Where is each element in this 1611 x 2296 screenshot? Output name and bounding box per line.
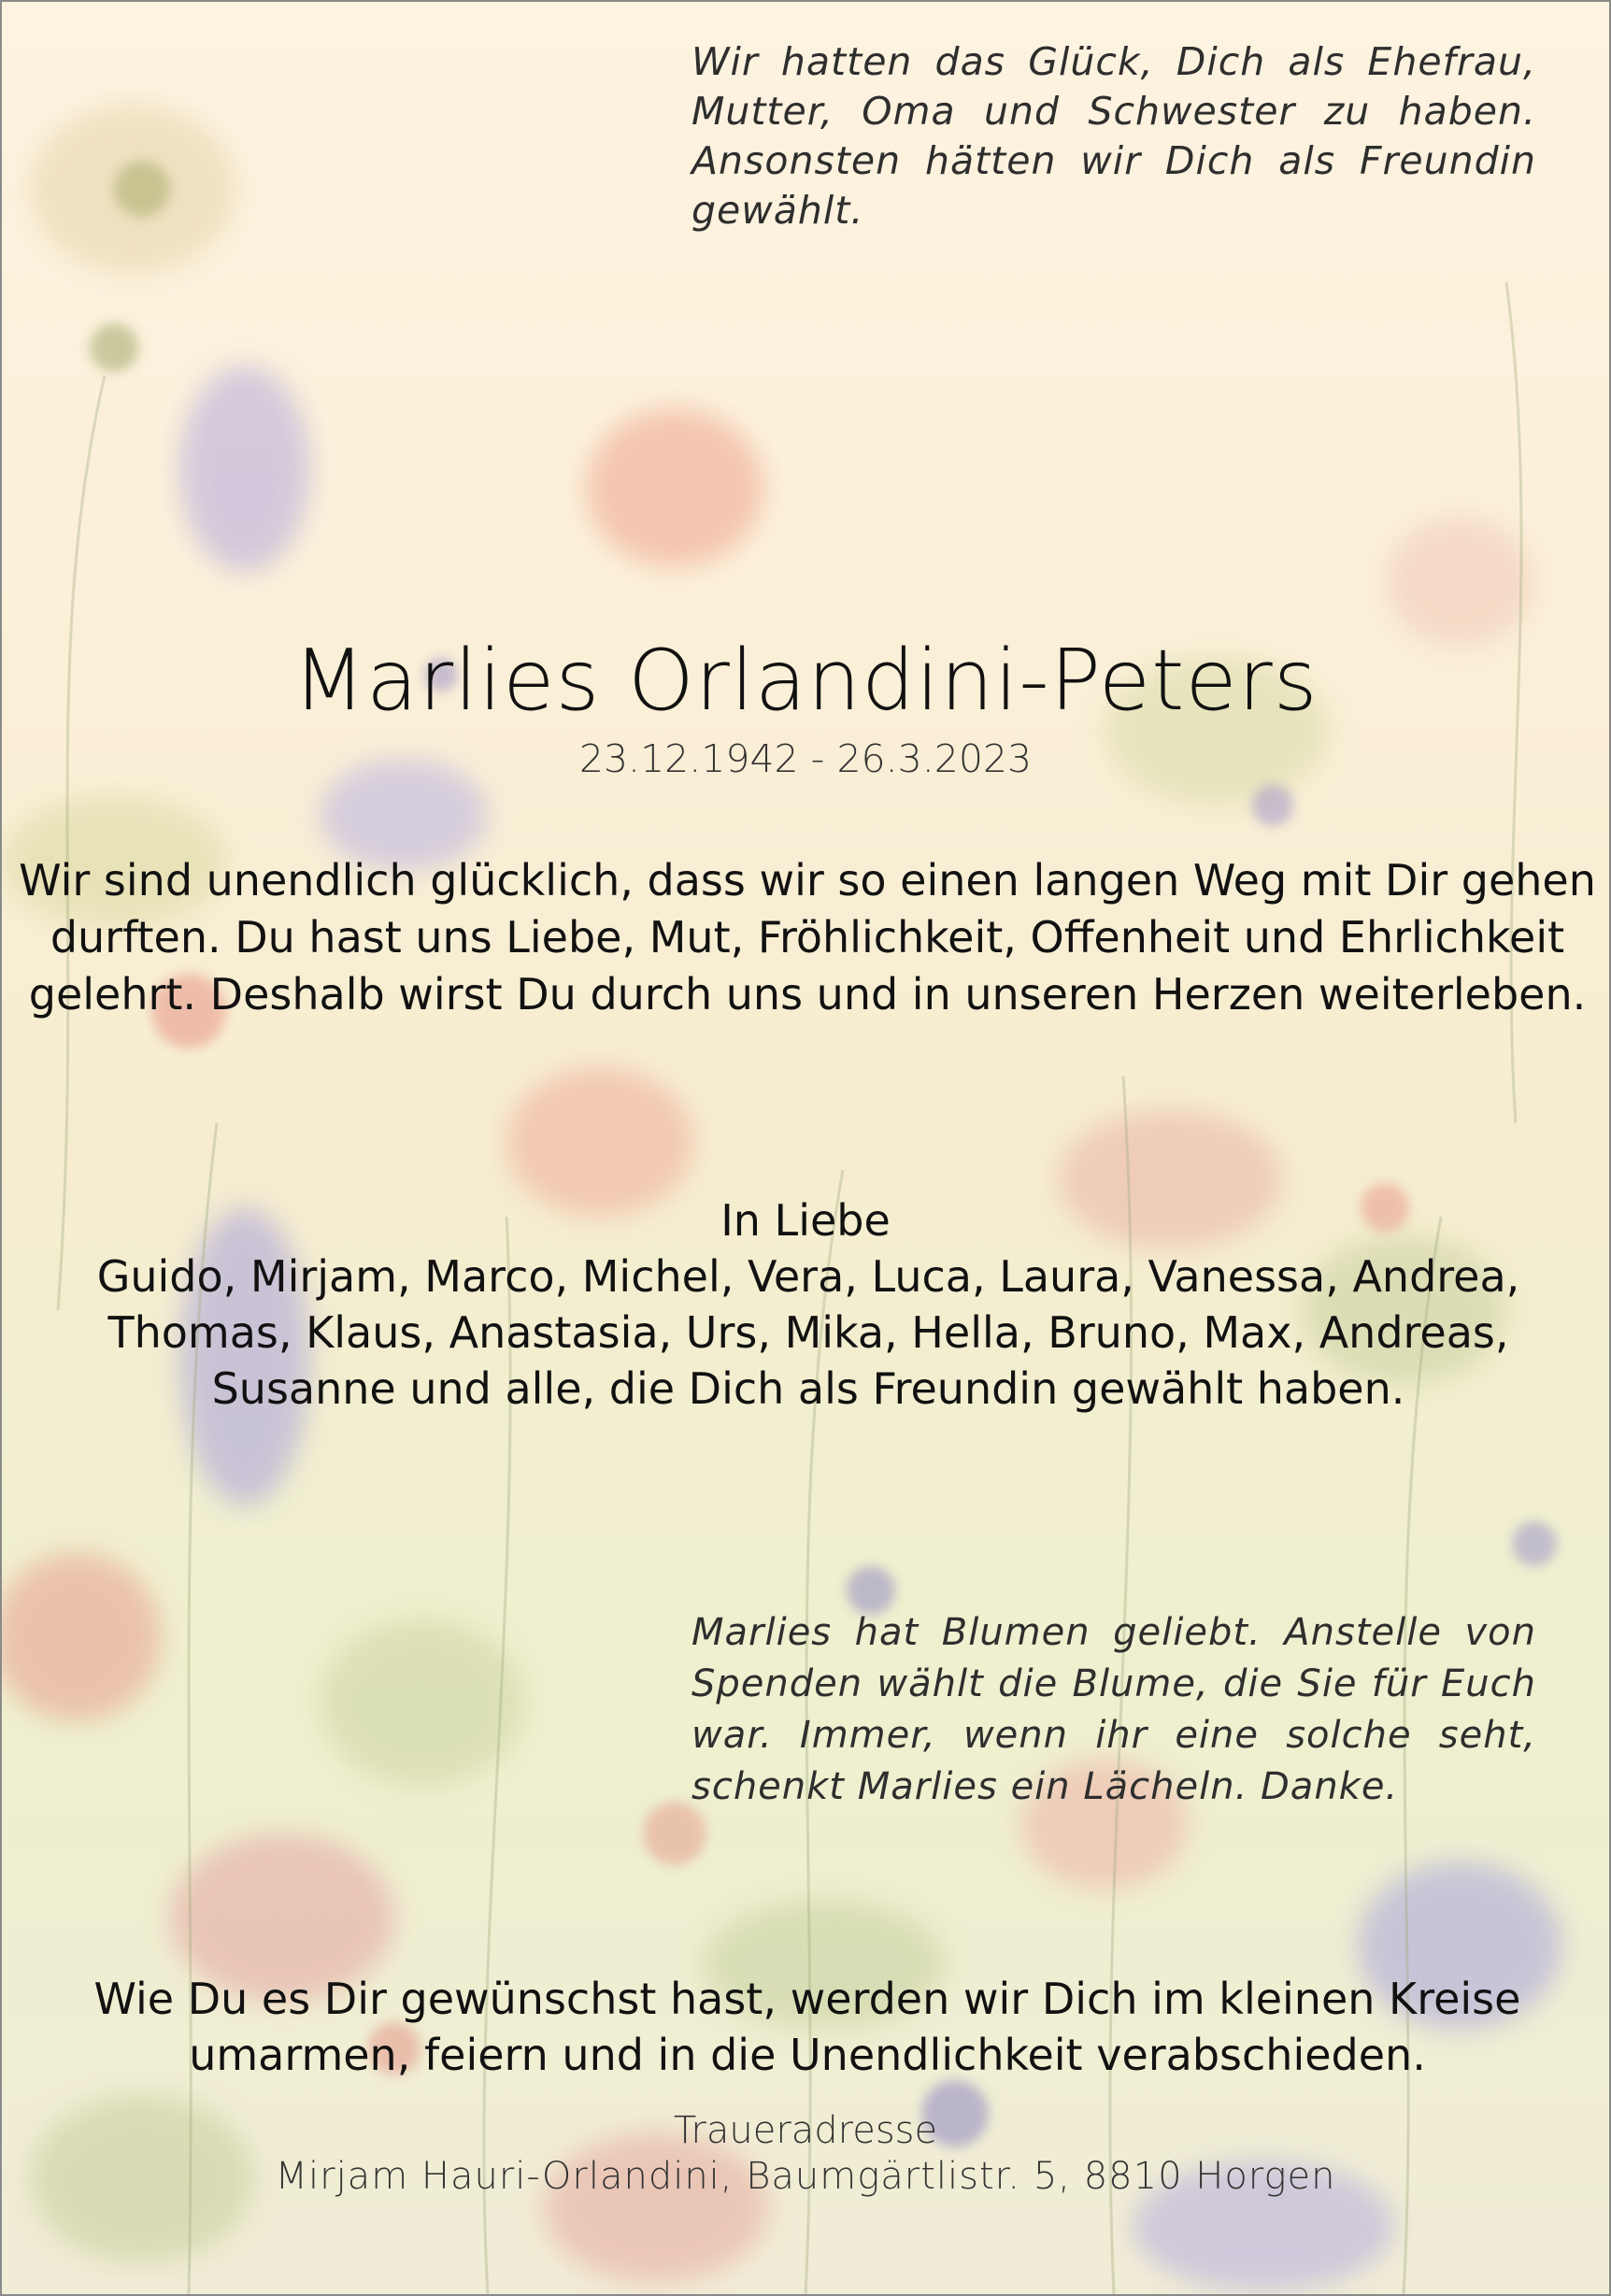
flowers-note: Marlies hat Blumen geliebt. Anstelle von Spenden wählt die Blume, die Sie für Euch war. Immer, wenn ihr eine solche seht, schenkt Marlies ein Lächeln. Danke. (691, 1611, 1536, 1808)
opening-quote: Wir hatten das Glück, Dich als Ehefrau, Mutter, Oma und Schwester zu haben. Ansonsten hätten wir Dich als Freundin gewählt. (691, 39, 1536, 233)
life-dates: 23.12.1942 - 26.3.2023 (578, 736, 1033, 781)
memorial-message: Wir sind unendlich glücklich, dass wir so einen langen Weg mit Dir gehen durften. Du hast uns Liebe, Mut, Fröhlichkeit, Offenheit und Ehrlichkeit gelehrt. Deshalb wirst Du durch uns und in unseren Herzen weiterleben. (19, 855, 1596, 1020)
farewell-text: Wie Du es Dir gewünschst hast, werden wir Dich im kleinen Kreise umarmen, feiern und in die Unendlichkeit verabschieden. (93, 1974, 1521, 2080)
deceased-name: Marlies Orlandini-Peters (292, 632, 1319, 730)
in-love-label: In Liebe (720, 1195, 891, 1246)
mourners-list: Guido, Mirjam, Marco, Michel, Vera, Luca, Laura, Vanessa, Andrea, Thomas, Klaus, Anastasia, Urs, Mika, Hella, Bruno, Max, Andreas, Susanne und alle, die Dich als Freundin gewählt haben. (96, 1251, 1520, 1414)
mourning-address-label: Traueradresse (673, 2109, 938, 2152)
mourning-address: Mirjam Hauri-Orlandini, Baumgärtlistr. 5, 8810 Horgen (275, 2155, 1336, 2198)
